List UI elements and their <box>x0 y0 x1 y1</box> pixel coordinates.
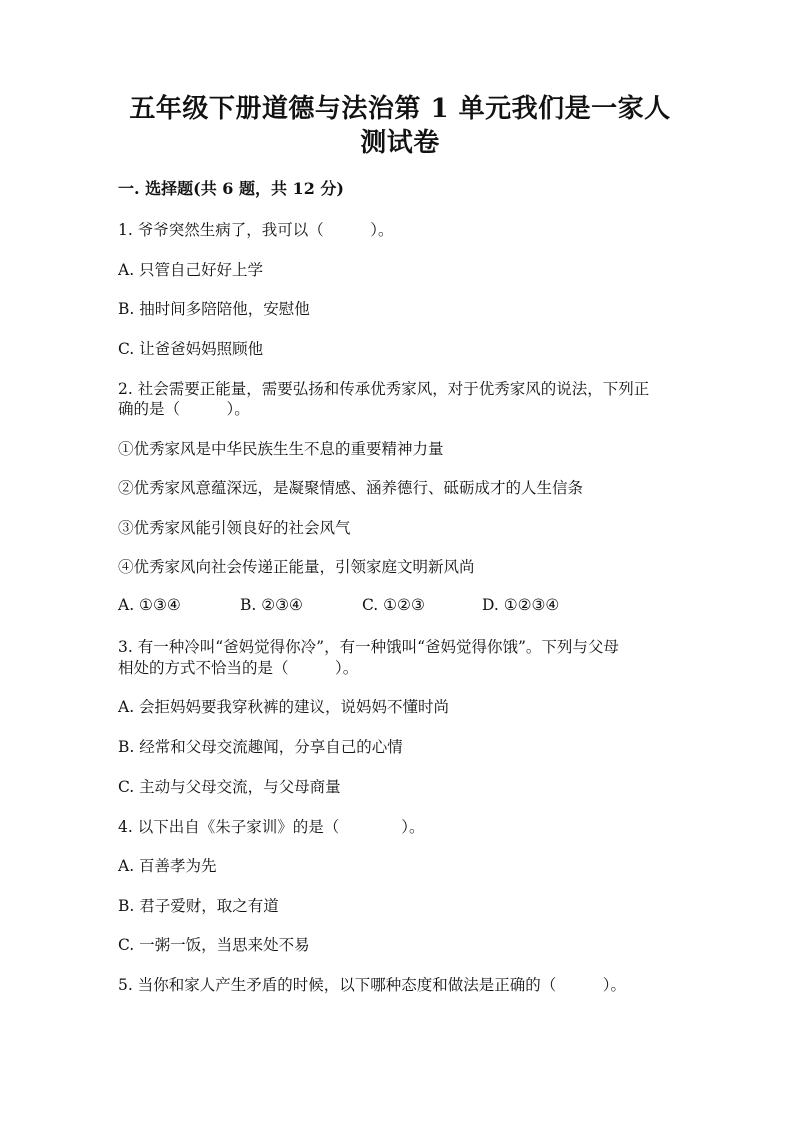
question-3-option-c: C. 主动与父母交流，与父母商量 <box>118 778 341 796</box>
question-1-option-a: A. 只管自己好好上学 <box>118 261 264 279</box>
question-1-option-c: C. 让爸爸妈妈照顾他 <box>118 340 264 358</box>
question-2-option-b: B. ②③④ <box>240 596 303 614</box>
question-2-options-row <box>118 594 559 616</box>
question-4-option-b: B. 君子爱财，取之有道 <box>118 897 279 915</box>
question-4-option-c: C. 一粥一饭，当思来处不易 <box>118 936 310 954</box>
question-3-stem-line-2: 相处的方式不恰当的是（ ）。 <box>118 659 359 677</box>
question-1-stem: 1. 爷爷突然生病了，我可以（ ）。 <box>118 221 394 239</box>
question-2-statement-4: ④优秀家风向社会传递正能量，引领家庭文明新风尚 <box>118 558 475 576</box>
question-2-statement-1: ①优秀家风是中华民族生生不息的重要精神力量 <box>118 440 444 458</box>
question-2-option-d: D. ①②③④ <box>482 596 560 614</box>
question-2-option-a: A. ①③④ <box>118 596 181 614</box>
question-2-statement-3: ③优秀家风能引领良好的社会风气 <box>118 519 351 537</box>
page-title: 五年级下册道德与法治第 1 单元我们是一家人测试卷 <box>129 94 671 158</box>
question-2-option-c: C. ①②③ <box>362 596 425 614</box>
question-2-stem-line-2: 确的是（ ）。 <box>118 400 250 418</box>
question-2-stem-line-1: 2. 社会需要正能量，需要弘扬和传承优秀家风，对于优秀家风的说法，下列正 <box>118 380 650 398</box>
question-2-statement-2: ②优秀家风意蕴深远，是凝聚情感、涵养德行、砥砺成才的人生信条 <box>118 479 584 497</box>
question-1-option-b: B. 抽时间多陪陪他，安慰他 <box>118 300 310 318</box>
question-3-stem-line-1: 3. 有一种冷叫“爸妈觉得你冷”，有一种饿叫“爸妈觉得你饿”。下列与父母 <box>118 638 619 656</box>
question-4-stem: 4. 以下出自《朱子家训》的是（ ）。 <box>118 818 425 836</box>
question-3-option-a: A. 会拒妈妈要我穿秋裤的建议，说妈妈不懂时尚 <box>118 698 450 716</box>
section-heading: 一. 选择题(共 6 题，共 12 分) <box>118 179 344 198</box>
question-3-option-b: B. 经常和父母交流趣闻，分享自己的心情 <box>118 738 403 756</box>
question-4-option-a: A. 百善孝为先 <box>118 857 217 875</box>
question-5-stem: 5. 当你和家人产生矛盾的时候，以下哪种态度和做法是正确的（ ）。 <box>118 976 626 994</box>
